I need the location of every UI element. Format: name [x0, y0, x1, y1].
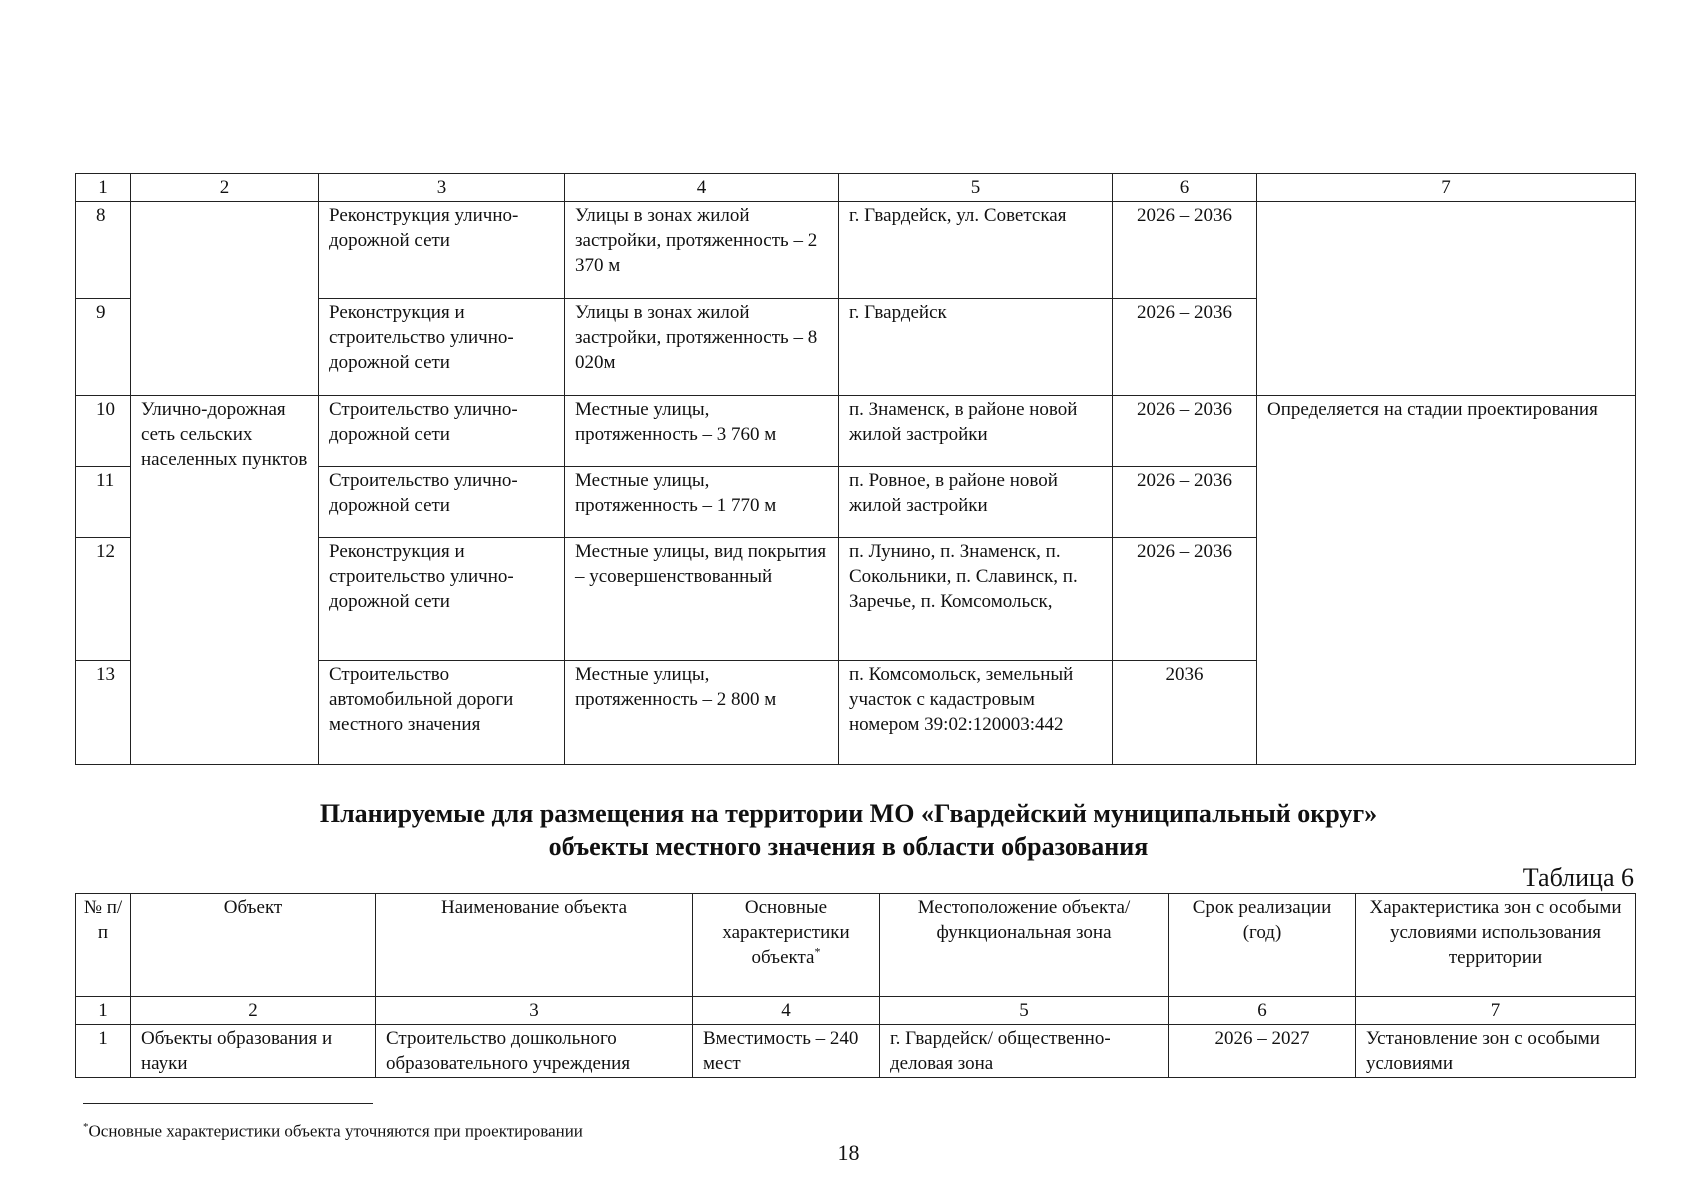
- implementation-term: 2026 – 2036: [1113, 467, 1257, 538]
- column-number: 1: [76, 997, 131, 1025]
- header-name: Наименование объекта: [376, 894, 693, 997]
- object-name: Реконструкция улично-дорожной сети: [319, 202, 565, 299]
- column-numbers-row: [76, 174, 1636, 202]
- footnote-divider: [83, 1103, 373, 1104]
- section-subtitle: объекты местного значения в области образования: [548, 832, 1149, 861]
- footnote-mark: *: [814, 944, 821, 959]
- column-number: 4: [565, 174, 839, 202]
- column-number: 7: [1356, 997, 1636, 1025]
- object-location: г. Гвардейск/ общественно-деловая зона: [880, 1025, 1169, 1078]
- object-characteristics: Местные улицы, протяженность – 1 770 м: [565, 467, 839, 538]
- object-name: Реконструкция и строительство улично-дорожной сети: [319, 538, 565, 661]
- row-number: 1: [76, 1025, 131, 1078]
- header-object: Объект: [131, 894, 376, 997]
- column-number: 7: [1257, 174, 1636, 202]
- header-row: [76, 894, 1636, 997]
- table-label: Таблица 6: [1522, 863, 1634, 892]
- header-num: № п/п: [76, 894, 131, 997]
- zone-characteristic: Определяется на стадии проектирования: [1257, 396, 1636, 765]
- object-location: г. Гвардейск: [839, 299, 1113, 396]
- row-number: 9: [76, 299, 131, 396]
- object-name: Строительство автомобильной дороги местного значения: [319, 661, 565, 765]
- column-number: 5: [880, 997, 1169, 1025]
- object-location: п. Ровное, в районе новой жилой застройки: [839, 467, 1113, 538]
- object-name: Строительство улично-дорожной сети: [319, 396, 565, 467]
- header-location: Местоположение объекта/ функциональная зона: [880, 894, 1169, 997]
- object-name: Строительство улично-дорожной сети: [319, 467, 565, 538]
- object-location: г. Гвардейск, ул. Советская: [839, 202, 1113, 299]
- implementation-term: 2026 – 2036: [1113, 396, 1257, 467]
- object-characteristics: Местные улицы, протяженность – 3 760 м: [565, 396, 839, 467]
- object-characteristics: Улицы в зонах жилой застройки, протяженность – 8 020м: [565, 299, 839, 396]
- object-characteristics: Местные улицы, протяженность – 2 800 м: [565, 661, 839, 765]
- column-number: 3: [319, 174, 565, 202]
- header-characteristics-text: Основные характеристики объекта: [722, 897, 850, 968]
- column-number: 4: [693, 997, 880, 1025]
- row-number: 11: [76, 467, 131, 538]
- row-number: 12: [76, 538, 131, 661]
- implementation-term: 2026 – 2027: [1169, 1025, 1356, 1078]
- table-road-network: [75, 173, 1636, 765]
- object-location: п. Лунино, п. Знаменск, п. Сокольники, п. Славинск, п. Заречье, п. Комсомольск,: [839, 538, 1113, 661]
- header-term: Срок реализации (год): [1169, 894, 1356, 997]
- object-characteristics: Улицы в зонах жилой застройки, протяженность – 2 370 м: [565, 202, 839, 299]
- zone-cell-empty: [1257, 202, 1636, 396]
- row-number: 8: [76, 202, 131, 299]
- column-number: 1: [76, 174, 131, 202]
- object-cell-empty: [131, 202, 319, 396]
- row-number: 10: [76, 396, 131, 467]
- table-row: [76, 1025, 1636, 1078]
- column-number: 5: [839, 174, 1113, 202]
- page-number: 18: [837, 1140, 860, 1165]
- implementation-term: 2026 – 2036: [1113, 202, 1257, 299]
- header-characteristics: [693, 894, 880, 997]
- footnote: [83, 1116, 583, 1143]
- implementation-term: 2036: [1113, 661, 1257, 765]
- column-numbers-row: [76, 997, 1636, 1025]
- header-zones: Характеристика зон с особыми условиями использования территории: [1356, 894, 1636, 997]
- table-row: [76, 396, 1636, 467]
- object-name: Строительство дошкольного образовательного учреждения: [376, 1025, 693, 1078]
- implementation-term: 2026 – 2036: [1113, 538, 1257, 661]
- implementation-term: 2026 – 2036: [1113, 299, 1257, 396]
- object-location: п. Комсомольск, земельный участок с кадастровым номером 39:02:120003:442: [839, 661, 1113, 765]
- footnote-text: Основные характеристики объекта уточняются при проектировании: [88, 1121, 583, 1141]
- footnote-mark: *: [83, 1121, 89, 1133]
- column-number: 6: [1113, 174, 1257, 202]
- table-education-objects: [75, 893, 1636, 1078]
- row-number: 13: [76, 661, 131, 765]
- column-number: 2: [131, 174, 319, 202]
- object-location: п. Знаменск, в районе новой жилой застройки: [839, 396, 1113, 467]
- column-number: 3: [376, 997, 693, 1025]
- column-number: 6: [1169, 997, 1356, 1025]
- section-title: Планируемые для размещения на территории МО «Гвардейский муниципальный округ»: [319, 799, 1378, 828]
- object-characteristics: Вместимость – 240 мест: [693, 1025, 880, 1078]
- object-name: Реконструкция и строительство улично-дорожной сети: [319, 299, 565, 396]
- object-type: Объекты образования и науки: [131, 1025, 376, 1078]
- table-row: [76, 202, 1636, 299]
- object-characteristics: Местные улицы, вид покрытия – усовершенствованный: [565, 538, 839, 661]
- column-number: 2: [131, 997, 376, 1025]
- zone-characteristic: Установление зон с особыми условиями: [1356, 1025, 1636, 1078]
- object-group: Улично-дорожная сеть сельских населенных пунктов: [131, 396, 319, 765]
